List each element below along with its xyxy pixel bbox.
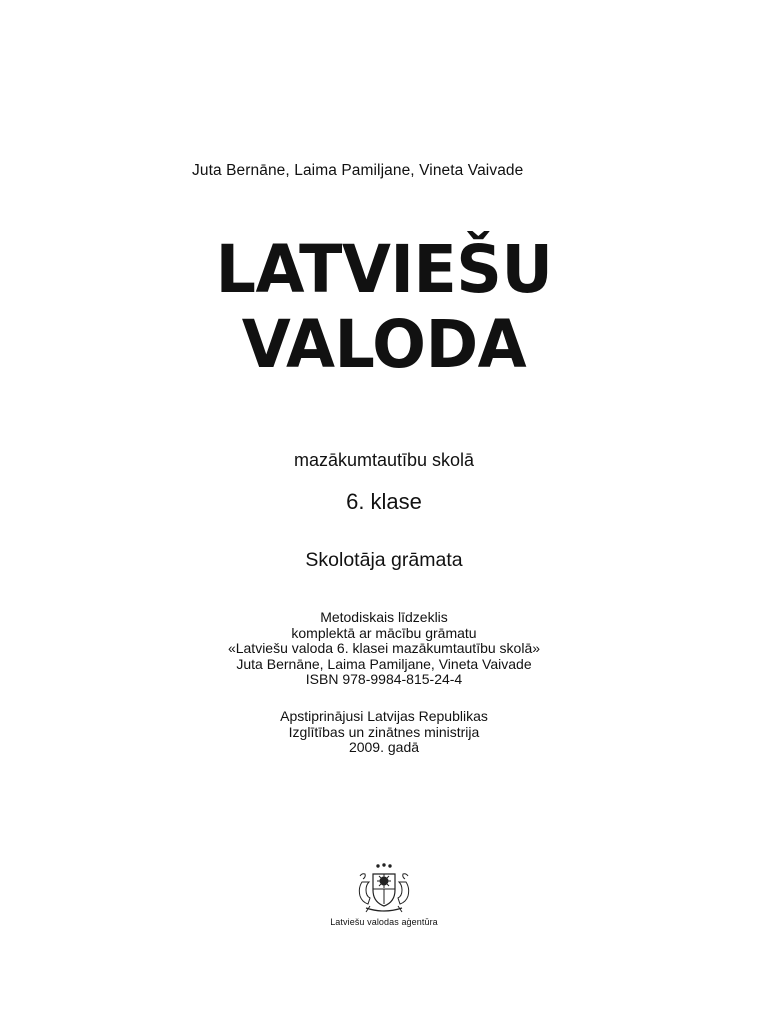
title-line-1: LATVIEŠU — [215, 231, 553, 308]
info-line: «Latviešu valoda 6. klasei mazākumtautību skolā» — [227, 640, 541, 656]
info-block — [0, 610, 768, 688]
book-title — [15, 232, 752, 382]
info-line: komplektā ar mācību grāmatu — [291, 624, 477, 641]
approval-block — [0, 709, 768, 756]
info-line: Metodiskais līdzeklis — [320, 609, 448, 625]
approval-line: Apstiprinājusi Latvijas Republikas — [280, 708, 488, 724]
book-type: Skolotāja grāmata — [305, 549, 463, 571]
title-line-2: VALODA — [241, 306, 527, 383]
approval-line: 2009. gadā — [348, 739, 420, 755]
subtitle: mazākumtautību skolā — [293, 450, 475, 470]
info-line: Juta Bernāne, Laima Pamiljane, Vineta Vaivade — [236, 655, 532, 672]
isbn-line: ISBN 978-9984-815-24-4 — [305, 671, 463, 687]
approval-line: Izglītības un zinātnes ministrija — [288, 723, 480, 740]
coat-of-arms-icon — [352, 862, 416, 914]
publisher-name: Latviešu valodas aģentūra — [330, 917, 438, 927]
grade: 6. klase — [346, 489, 422, 514]
authors: Juta Bernāne, Laima Pamiljane, Vineta Vaivade — [192, 162, 524, 179]
